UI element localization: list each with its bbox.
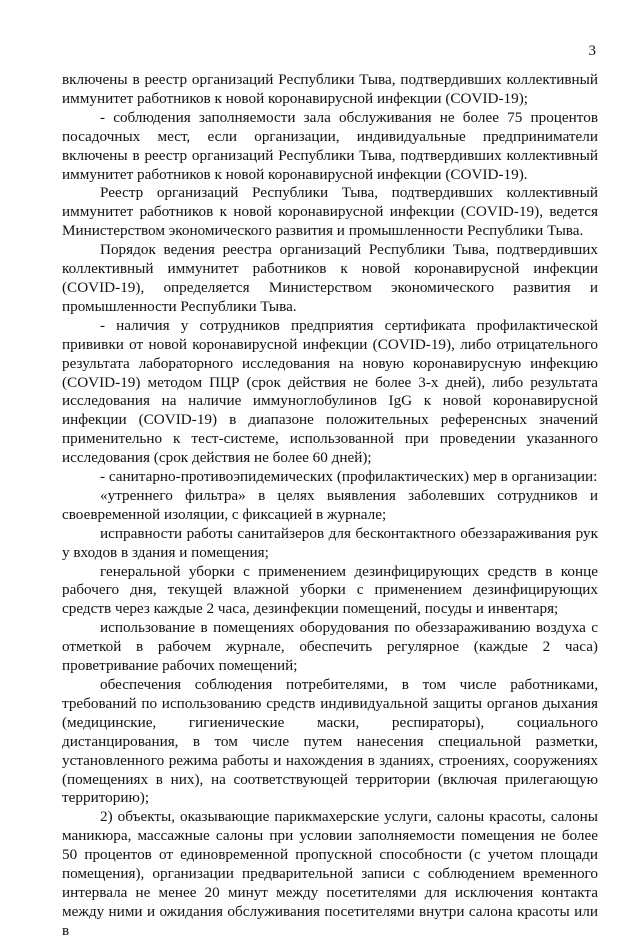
paragraph-continuation: включены в реестр организаций Республики Тыва, подтвердивших коллективный иммунитет работников к новой коронавирусной инфекции (COVID-19);	[62, 71, 598, 107]
paragraph-ppe-compliance: обеспечения соблюдения потребителями, в том числе работниками, требований по использованию средств индивидуальной защиты органов дыхания (медицинские, гигиенические маски, респираторы), социального дистанцирования, в том числе путем нанесения специальной разметки, установленного режима работы и нахождения в зданиях, строениях, сооружениях (помещениях в них), на соответствующей территории (включая прилегающую территорию);	[62, 676, 598, 807]
paragraph-general-cleaning: генеральной уборки с применением дезинфицирующих средств в конце рабочего дня, текущей влажной уборки с применением дезинфицирующих средств через каждые 2 часа, дезинфекции помещений, посуды и инвентаря;	[62, 562, 598, 618]
paragraph-vaccination-certificate: - наличия у сотрудников предприятия сертификата профилактической прививки от новой коронавирусной инфекции (COVID-19), либо отрицательного результата лабораторного исследования на новую коронавирусную инфекцию (COVID-19) методом ПЦР (срок действия не более 3-х дней), либо результата исследования на наличие иммуноглобулинов IgG к новой коронавирусной инфекции (COVID-19) в диапазоне положительных референсных значений применительно к тест-системе, использованной при проведении указанного исследования (срок действия не более 60 дней);	[62, 316, 598, 467]
paragraph-sanitary-measures: - санитарно-противоэпидемических (профилактических) мер в организации:	[100, 468, 598, 486]
document-body	[62, 71, 598, 941]
paragraph-air-disinfection: использование в помещениях оборудования по обеззараживанию воздуха с отметкой в рабочем журнале, обеспечить регулярное (каждые 2 часа) проветривание рабочих помещений;	[62, 619, 598, 675]
paragraph-registry-maintained: Реестр организаций Республики Тыва, подтвердивших коллективный иммунитет работников к новой коронавирусной инфекции (COVID-19), ведется Министерством экономического развития и промышленности Республики Тыва.	[62, 184, 598, 240]
paragraph-registry-procedure: Порядок ведения реестра организаций Республики Тыва, подтвердивших коллективный иммунитет работников к новой коронавирусной инфекции (COVID-19), определяется Министерством экономического развития и промышленности Республики Тыва.	[62, 241, 598, 315]
paragraph-sanitizers: исправности работы санитайзеров для бесконтактного обеззараживания рук у входов в здания и помещения;	[62, 524, 598, 561]
paragraph-hairdressing-salons: 2) объекты, оказывающие парикмахерские услуги, салоны красоты, салоны маникюра, массажные салоны при условии заполняемости помещения не более 50 процентов от единовременной пропускной способности (с учетом площади помещения), организации предварительной записи с соблюдением временного интервала не менее 20 минут между посетителями для исключения контакта между ними и ожидания обслуживания посетителями внутри салона красоты или в	[62, 808, 598, 939]
paragraph-morning-filter: «утреннего фильтра» в целях выявления заболевших сотрудников и своевременной изоляции, с фиксацией в журнале;	[62, 486, 598, 523]
paragraph-hall-occupancy: - соблюдения заполняемости зала обслуживания не более 75 процентов посадочных мест, если организации, индивидуальные предприниматели включены в реестр организаций Республики Тыва, подтвердивших коллективный иммунитет работников к новой коронавирусной инфекции (COVID-19).	[62, 108, 598, 183]
page-number: 3	[588, 43, 596, 59]
